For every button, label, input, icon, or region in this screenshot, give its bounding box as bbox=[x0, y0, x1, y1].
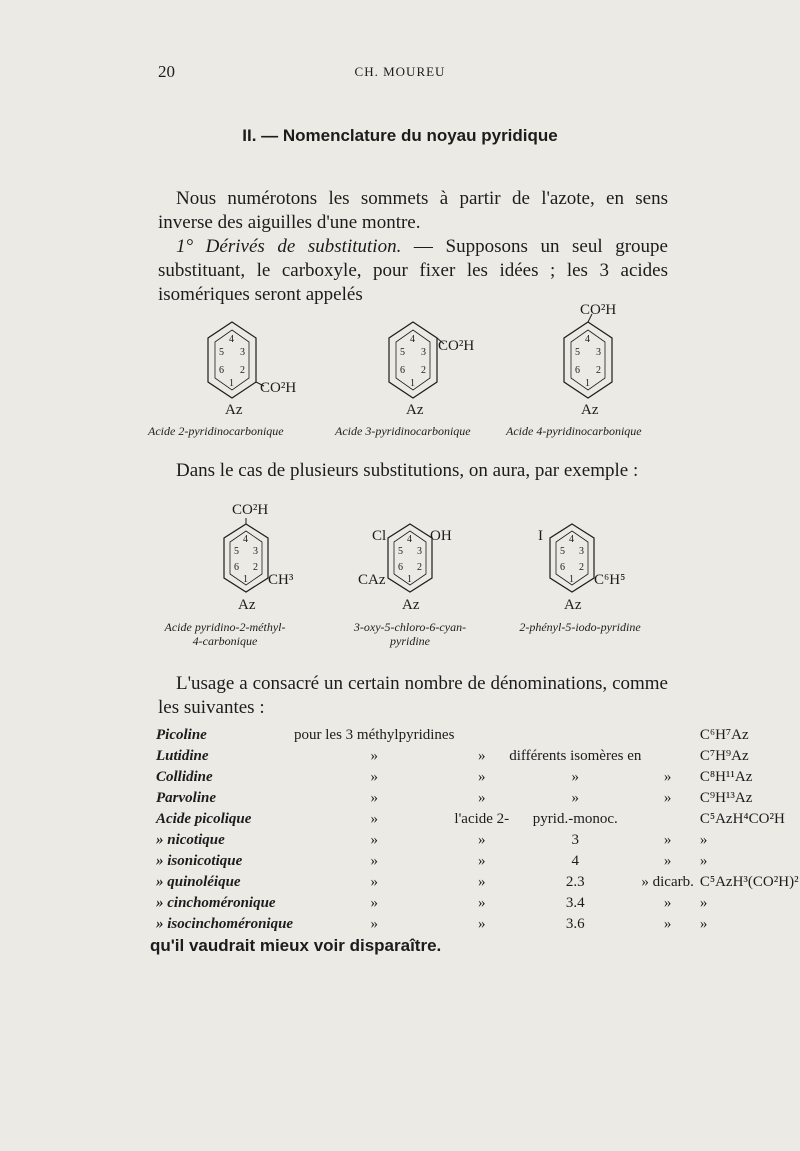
substituent-label: CH³ bbox=[268, 572, 294, 588]
table-cell: » bbox=[699, 853, 708, 869]
ring-number: 1 bbox=[407, 574, 412, 585]
table-cell: » nicotique bbox=[156, 832, 225, 848]
table-cell: » bbox=[699, 895, 708, 911]
caption-3-pyridinecarboxylic: Acide 3-pyridinocarbonique bbox=[335, 424, 471, 438]
caption-line: pyridine bbox=[390, 634, 430, 648]
table-cell: Lutidine bbox=[156, 748, 209, 764]
table-cell: » bbox=[370, 874, 378, 890]
table-cell: C⁶H⁷Az bbox=[699, 727, 749, 743]
nitrogen-label: Az bbox=[238, 597, 256, 613]
ring-number: 3 bbox=[417, 546, 422, 557]
paragraph-numbering: Nous numérotons les sommets à partir de l'azote, en sens inverse des aiguilles d'une montre. bbox=[158, 188, 668, 233]
figure-polysubstituted bbox=[140, 492, 680, 620]
table-cell: » bbox=[699, 916, 708, 932]
table-cell: » bbox=[571, 790, 580, 806]
ring-number: 3 bbox=[596, 347, 601, 358]
structure-phenyl-iodo bbox=[538, 524, 625, 613]
ring-number: 5 bbox=[219, 347, 224, 358]
table-row bbox=[156, 853, 800, 874]
table-cell: » bbox=[370, 748, 378, 764]
substituent-label: Cl bbox=[372, 528, 387, 544]
table-cell: » bbox=[370, 811, 378, 827]
structure-3-pyridinecarboxylic bbox=[389, 322, 474, 418]
nitrogen-label: Az bbox=[402, 597, 420, 613]
nitrogen-label: Az bbox=[564, 597, 582, 613]
table-row bbox=[156, 790, 800, 811]
structure-oxy-chloro-cyan bbox=[358, 524, 452, 613]
table-cell: » bbox=[663, 895, 672, 911]
structure-4-pyridinecarboxylic bbox=[564, 302, 616, 418]
caption-4-pyridinecarboxylic: Acide 4-pyridinocarbonique bbox=[506, 424, 642, 438]
running-head: CH. MOUREU bbox=[354, 64, 446, 79]
table-row bbox=[156, 874, 800, 895]
ring-number: 2 bbox=[417, 562, 422, 573]
caption-line: Acide pyridino-2-méthyl- bbox=[164, 620, 286, 634]
substituent-label: CO²H bbox=[232, 502, 269, 518]
ring-number: 4 bbox=[407, 534, 412, 545]
ring-number: 2 bbox=[579, 562, 584, 573]
figure-monosubstituted bbox=[140, 300, 680, 420]
ring-number: 3 bbox=[421, 347, 426, 358]
trivial-names-table bbox=[156, 727, 800, 937]
paragraph-substitution-text: — Supposons un seul groupe substituant, le carboxyle, pour fixer les idées ; les 3 acides isomériques seront appelés bbox=[158, 236, 668, 305]
table-row bbox=[156, 832, 800, 853]
ring-number: 1 bbox=[229, 378, 234, 389]
table-row bbox=[156, 727, 800, 748]
substituent-label: CO²H bbox=[438, 338, 475, 354]
ring-number: 4 bbox=[410, 334, 415, 345]
caption-oxy-chloro-cyan bbox=[335, 620, 485, 648]
table-cell: C⁹H¹³Az bbox=[699, 790, 753, 806]
substituent-label: CO²H bbox=[580, 302, 617, 318]
structure-2-pyridinecarboxylic bbox=[208, 322, 296, 418]
table-cell: l'acide 2- bbox=[454, 811, 510, 827]
table-cell: 4 bbox=[571, 853, 580, 869]
ring-number: 3 bbox=[579, 546, 584, 557]
closing-line: qu'il vaudrait mieux voir disparaître. bbox=[150, 936, 442, 955]
table-row bbox=[156, 769, 800, 790]
table-cell: » bbox=[699, 832, 708, 848]
paragraph-multiple: Dans le cas de plusieurs substitutions, on aura, par exemple : bbox=[176, 460, 639, 481]
ring-number: 6 bbox=[219, 365, 224, 376]
table-cell bbox=[641, 811, 693, 832]
ring-number: 2 bbox=[421, 365, 426, 376]
table-cell: » bbox=[571, 769, 580, 785]
table-cell: » bbox=[478, 790, 486, 806]
caption-phenyl-iodo bbox=[500, 620, 660, 634]
ring-number: 6 bbox=[400, 365, 405, 376]
table-cell: » bbox=[478, 853, 486, 869]
table-cell: » bbox=[663, 832, 672, 848]
ring-number: 1 bbox=[585, 378, 590, 389]
table-cell: C⁸H¹¹Az bbox=[699, 769, 753, 785]
ring-number: 5 bbox=[400, 347, 405, 358]
table-cell: » bbox=[663, 790, 672, 806]
table-cell: » bbox=[478, 916, 486, 932]
substituent-label: OH bbox=[430, 528, 452, 544]
ring-number: 1 bbox=[569, 574, 574, 585]
table-cell: 3.4 bbox=[565, 895, 585, 911]
table-cell: » bbox=[370, 895, 378, 911]
nitrogen-label: Az bbox=[581, 402, 599, 418]
table-cell: » bbox=[478, 874, 486, 890]
nitrogen-label: Az bbox=[225, 402, 243, 418]
table-cell: Picoline bbox=[156, 727, 207, 743]
table-cell: » bbox=[370, 790, 378, 806]
caption-line: 2-phényl-5-iodo-pyridine bbox=[519, 620, 641, 634]
table-cell: 3 bbox=[571, 832, 580, 848]
ring-number: 4 bbox=[585, 334, 590, 345]
ring-number: 6 bbox=[398, 562, 403, 573]
table-cell: pyrid.-monoc. bbox=[532, 811, 618, 827]
table-cell: différents isomères en bbox=[509, 748, 642, 764]
table-cell: » bbox=[478, 769, 486, 785]
table-row bbox=[156, 916, 800, 937]
table-cell: Parvoline bbox=[156, 790, 216, 806]
ring-number: 5 bbox=[575, 347, 580, 358]
table-cell: C⁵AzH⁴CO²H bbox=[699, 811, 785, 827]
table-cell: » dicarb. bbox=[641, 874, 694, 890]
table-cell: » bbox=[478, 895, 486, 911]
substituent-label: C⁶H⁵ bbox=[594, 572, 626, 588]
table-cell: » bbox=[663, 853, 672, 869]
caption-2-pyridinecarboxylic: Acide 2-pyridinocarbonique bbox=[148, 424, 284, 438]
page-number: 20 bbox=[158, 62, 175, 81]
table-row bbox=[156, 748, 800, 769]
ring-number: 5 bbox=[398, 546, 403, 557]
table-cell bbox=[509, 727, 641, 748]
caption-line: 3-oxy-5-chloro-6-cyan- bbox=[353, 620, 467, 634]
table-cell: Collidine bbox=[156, 769, 213, 785]
ring-number: 2 bbox=[240, 365, 245, 376]
nitrogen-label: Az bbox=[406, 402, 424, 418]
table-cell: » quinoléique bbox=[156, 874, 241, 890]
table-cell: » bbox=[370, 853, 378, 869]
substituent-label: CAz bbox=[358, 572, 386, 588]
ring-number: 2 bbox=[596, 365, 601, 376]
table-cell: » isocinchoméronique bbox=[156, 916, 294, 932]
table-row bbox=[156, 811, 800, 832]
paragraph-usage: L'usage a consacré un certain nombre de dénominations, comme les suivantes : bbox=[158, 673, 668, 718]
ring-number: 6 bbox=[560, 562, 565, 573]
table-cell: » bbox=[370, 769, 378, 785]
ring-number: 5 bbox=[234, 546, 239, 557]
table-cell: » isonicotique bbox=[156, 853, 243, 869]
table-cell bbox=[641, 748, 693, 769]
caption-methyl-carboxylic bbox=[150, 620, 300, 648]
table-cell: » bbox=[478, 748, 486, 764]
table-cell bbox=[641, 727, 693, 748]
table-cell: » bbox=[663, 769, 672, 785]
ring-number: 1 bbox=[243, 574, 248, 585]
caption-line: 4-carbonique bbox=[192, 634, 258, 648]
substituent-label: CO²H bbox=[260, 380, 297, 396]
ring-number: 4 bbox=[229, 334, 234, 345]
table-cell: » bbox=[663, 916, 672, 932]
ring-number: 1 bbox=[410, 378, 415, 389]
ring-number: 6 bbox=[234, 562, 239, 573]
ring-number: 4 bbox=[243, 534, 248, 545]
table-cell: Acide picolique bbox=[156, 811, 252, 827]
table-cell: » bbox=[478, 832, 486, 848]
table-cell: C⁵AzH³(CO²H)² bbox=[699, 874, 799, 890]
subheading-substitution: 1° Dérivés de substitution. bbox=[176, 236, 402, 257]
table-cell: » cinchoméronique bbox=[156, 895, 276, 911]
ring-number: 6 bbox=[575, 365, 580, 376]
section-title: II. — Nomenclature du noyau pyridique bbox=[242, 126, 558, 145]
structure-methyl-carboxylic bbox=[224, 502, 294, 613]
table-cell: pour les 3 méthylpyridines bbox=[294, 727, 455, 743]
ring-number: 2 bbox=[253, 562, 258, 573]
table-cell: » bbox=[370, 832, 378, 848]
ring-number: 4 bbox=[569, 534, 574, 545]
table-cell: C⁷H⁹Az bbox=[699, 748, 749, 764]
table-cell bbox=[454, 727, 509, 748]
substituent-label: I bbox=[538, 528, 543, 544]
ring-number: 3 bbox=[240, 347, 245, 358]
table-cell: » bbox=[370, 916, 378, 932]
table-cell: 3.6 bbox=[565, 916, 585, 932]
paragraph-substitution bbox=[158, 235, 668, 307]
table-row bbox=[156, 895, 800, 916]
ring-number: 5 bbox=[560, 546, 565, 557]
table-cell: 2.3 bbox=[565, 874, 585, 890]
ring-number: 3 bbox=[253, 546, 258, 557]
